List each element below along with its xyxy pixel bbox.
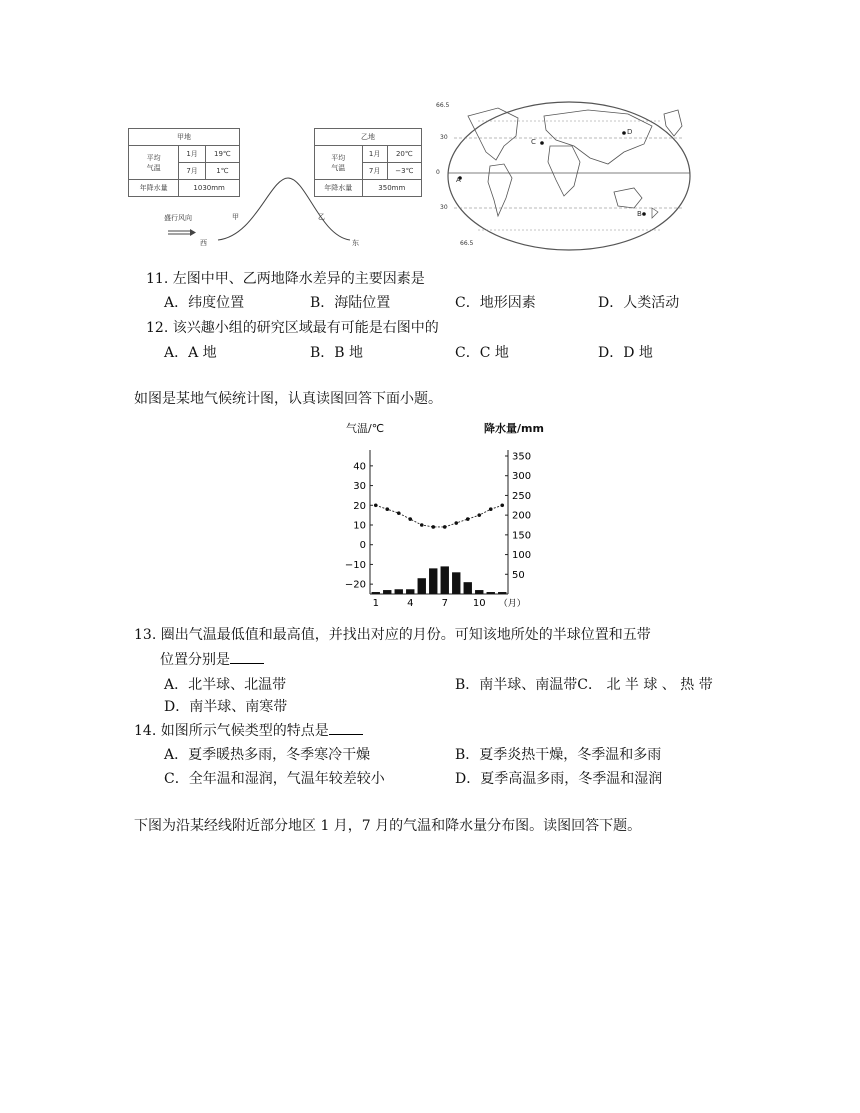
rain-tick-label: 100 (512, 550, 532, 562)
month-tick-label: 4 (407, 598, 414, 609)
temp-tick-label: 30 (353, 481, 366, 493)
temperature-point (443, 525, 447, 529)
map-lat-bottom: 66.5 (460, 240, 474, 247)
jia-table: 甲地 平均 气温 1月 19℃ 7月 1℃ 年降水量 1030mm (128, 128, 240, 197)
precip-bar (383, 590, 391, 594)
map-point-d: D (627, 128, 633, 136)
temperature-line (376, 505, 503, 527)
rain-tick-label: 350 (512, 451, 532, 463)
rain-tick-label: 250 (512, 490, 532, 502)
precip-bar (487, 592, 495, 594)
precip-bar (475, 590, 483, 594)
q14-option-a: A．夏季暖热多雨，冬季寒冷干燥 (164, 747, 371, 763)
precip-bar (441, 566, 449, 594)
mountain-profile (160, 170, 360, 242)
climate-chart (320, 418, 560, 614)
jia-mountain-label: 甲 (232, 213, 239, 221)
question-13-line1: 13. 圈出气温最低值和最高值，并找出对应的月份。可知该地所处的半球位置和五带 (134, 627, 651, 643)
temp-tick-label: −10 (344, 559, 366, 571)
precip-bar (406, 589, 414, 594)
question-13-line2 (160, 649, 264, 669)
q13-option-d: D．南半球、南寒带 (164, 699, 288, 715)
left-axis-label: 气温/℃ (346, 422, 385, 435)
precip-bar (498, 592, 506, 594)
temperature-point (385, 507, 389, 511)
q12-option-d: D．D 地 (598, 345, 653, 361)
west-label: 西 (200, 239, 207, 247)
map-lat-0: 0 (436, 169, 440, 176)
temperature-point (454, 521, 458, 525)
temperature-point (431, 525, 435, 529)
q13-line2-text: 位置分别是 (160, 652, 230, 668)
temperature-point (374, 503, 378, 507)
intro-climate-chart: 如图是某地气候统计图，认真读图回答下面小题。 (134, 391, 442, 407)
month-tick-label: 1 (372, 598, 379, 609)
map-point-c: C (531, 138, 536, 146)
q12-option-b: B．B 地 (310, 345, 364, 361)
figure-top (120, 96, 700, 256)
temperature-point (489, 507, 493, 511)
temperature-point (420, 523, 424, 527)
temp-tick-label: −20 (344, 579, 366, 591)
temperature-point (397, 511, 401, 515)
yi-table: 乙地 平均 气温 1月 20℃ 7月 −3℃ 年降水量 350mm (314, 128, 422, 197)
precip-bar (395, 589, 403, 594)
map-point-b: B (637, 210, 642, 218)
rain-tick-label: 50 (512, 569, 525, 581)
q13-option-a: A．北半球、北温带 (164, 677, 287, 693)
temperature-point (500, 503, 504, 507)
yi-mountain-label: 乙 (318, 213, 325, 221)
map-lat-30n: 30 (440, 134, 448, 141)
temp-tick-label: 10 (353, 520, 366, 532)
precip-bar (464, 582, 472, 594)
rain-tick-label: 200 (512, 510, 532, 522)
wind-label: 盛行风向 (164, 214, 192, 222)
month-tick-label: 7 (441, 598, 448, 609)
q11-option-c: C．地形因素 (455, 295, 536, 311)
rain-tick-label: 150 (512, 530, 532, 542)
q14-option-d: D．夏季高温多雨，冬季温和湿润 (455, 771, 663, 787)
q14-option-c: C．全年温和湿润，气温年较差较小 (164, 771, 385, 787)
map-lat-top: 66.5 (436, 102, 450, 109)
rain-tick-label: 300 (512, 471, 532, 483)
q13-option-b: B．南半球、南温带C． 北 半 球 、 热 带 (455, 677, 713, 693)
temp-tick-label: 40 (353, 461, 366, 473)
precip-bar (418, 578, 426, 594)
question-12: 12. 该兴趣小组的研究区域最有可能是右图中的 (146, 320, 439, 336)
right-axis-label: 降水量/mm (484, 422, 544, 435)
world-map (438, 96, 700, 256)
temp-tick-label: 20 (353, 500, 366, 512)
q12-option-a: A．A 地 (164, 345, 217, 361)
question-11: 11. 左图中甲、乙两地降水差异的主要因素是 (146, 271, 425, 287)
east-label: 东 (352, 239, 359, 247)
temperature-point (466, 517, 470, 521)
intro-meridian-chart: 下图为沿某经线附近部分地区 1 月，7 月的气温和降水量分布图。读图回答下题。 (134, 818, 642, 834)
temp-tick-label: 0 (359, 540, 366, 552)
q11-option-d: D．人类活动 (598, 295, 680, 311)
q14-option-b: B．夏季炎热干燥，冬季温和多雨 (455, 747, 662, 763)
month-unit-label: （月） (498, 599, 526, 609)
map-point-a: A (456, 176, 461, 184)
climate-chart-svg (320, 418, 560, 614)
temperature-point (477, 513, 481, 517)
q12-option-c: C．C 地 (455, 345, 509, 361)
precip-bar (429, 568, 437, 594)
q14-answer-blank (329, 722, 363, 735)
q11-option-b: B．海陆位置 (310, 295, 391, 311)
precip-bar (452, 572, 460, 594)
q14-text: 14. 如图所示气候类型的特点是 (134, 723, 329, 739)
q13-answer-blank (230, 651, 264, 664)
month-tick-label: 10 (472, 598, 486, 609)
map-lat-30s: 30 (440, 204, 448, 211)
q11-option-a: A．纬度位置 (164, 295, 245, 311)
precip-bar (372, 592, 380, 594)
temperature-point (408, 517, 412, 521)
question-14 (134, 720, 363, 740)
